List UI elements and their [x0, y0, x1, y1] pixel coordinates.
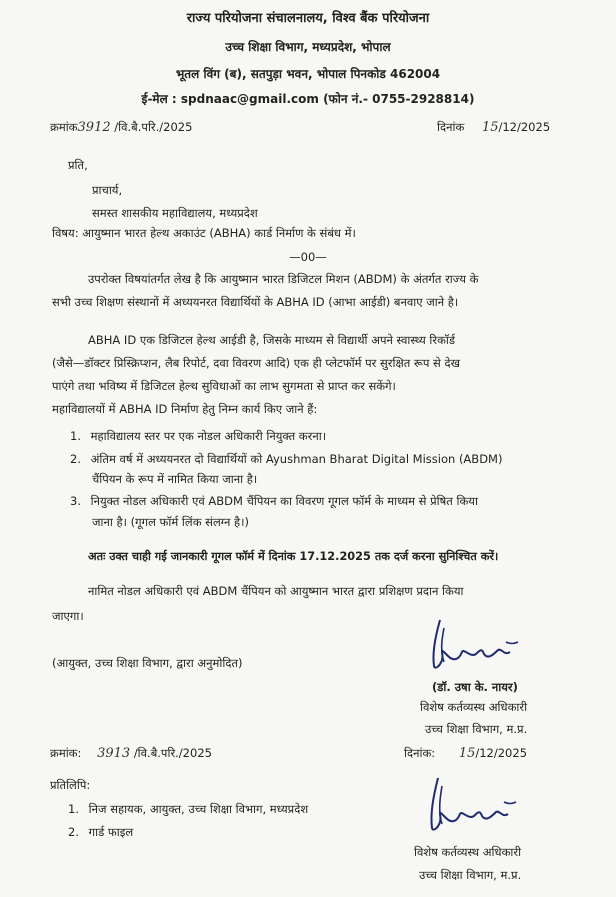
copy-item-number: 2.: [68, 825, 79, 839]
copy-reference-number: [50, 746, 212, 761]
copy-item-1: [68, 802, 308, 816]
copy-heading: प्रतिलिपि:: [50, 778, 91, 792]
letterhead-line2: उच्च शिक्षा विभाग, मध्यप्रदेश, भोपाल: [225, 40, 391, 54]
copy-reference-prefix: क्रमांक:: [50, 746, 82, 760]
task-item-3-cont: जाना है। (गूगल फॉर्म लिंक संलग्न है।): [92, 515, 249, 529]
para2-line4: महाविद्यालयों में ABHA ID निर्माण हेतु निम्न कार्य किए जाने हैं:: [52, 402, 318, 416]
para1-line1: उपरोक्त विषयांतर्गत लेख है कि आयुष्मान भारत डिजिटल मिशन (ABDM) के अंतर्गत राज्य के: [88, 272, 479, 286]
address-recipient1: प्राचार्य,: [92, 183, 123, 197]
signatory1-name: (डॉ. उषा के. नायर): [432, 680, 518, 694]
task-item-2-cont: चैंपियन के रूप में नामित किया जाना है।: [92, 472, 258, 486]
task-number: 1.: [70, 429, 81, 443]
copy-reference-handwritten-number: 3913: [97, 746, 131, 761]
address-to: प्रति,: [68, 158, 88, 172]
copy-date-handwritten-day: 15: [458, 746, 476, 761]
copy-date-rest: /12/2025: [475, 746, 528, 760]
signatory1-designation: विशेष कर्तव्यस्थ अधिकारी: [420, 700, 528, 714]
task-text: अंतिम वर्ष में अध्ययनरत दो विद्यार्थियों को Ayushman Bharat Digital Mission (ABDM): [90, 452, 503, 466]
approval-note: (आयुक्त, उच्च शिक्षा विभाग, द्वारा अनुमोदित): [52, 656, 243, 670]
para2-line3: पाएंगे तथा भविष्य में डिजिटल हेल्थ सुविधाओं का लाभ सुगमता से प्राप्त कर सकेंगे।: [52, 379, 396, 393]
para3-line1: नामित नोडल अधिकारी एवं ABDM चैंपियन को आयुष्मान भारत द्वारा प्रशिक्षण प्रदान किया: [88, 584, 464, 598]
task-text: नियुक्त नोडल अधिकारी एवं ABDM चैंपियन का विवरण गूगल फॉर्म के माध्यम से प्रेषित किया: [90, 494, 478, 508]
copy-item-text: गार्ड फाइल: [88, 825, 134, 839]
signatory1-department: उच्च शिक्षा विभाग, म.प्र.: [425, 722, 528, 736]
address-recipient2: समस्त शासकीय महाविद्यालय, मध्यप्रदेश: [92, 206, 258, 220]
letterhead-line1: राज्य परियोजना संचालनालय, विश्व बैंक परियोजना: [186, 11, 430, 26]
copy-item-2: [68, 825, 133, 839]
para2-line2: (जैसे—डॉक्टर प्रिस्क्रिप्शन, लैब रिपोर्ट, दवा विवरण आदि) एक ही प्लेटफॉर्म पर सुरक्षित रूप से देख: [52, 356, 460, 370]
date-handwritten-day: 15: [481, 120, 499, 135]
reference-suffix: /वि.बै.परि./2025: [114, 120, 193, 134]
separator: —00—: [289, 250, 327, 264]
instruction-text: अतः उक्त चाही गई जानकारी गूगल फॉर्म में दिनांक 17.12.2025 तक दर्ज करना सुनिश्चित करें।: [88, 550, 499, 563]
task-number: 3.: [70, 494, 81, 508]
date-label: दिनांक: [437, 120, 465, 134]
task-item-1: [70, 429, 326, 443]
date-rest: /12/2025: [498, 120, 551, 134]
reference-date: [437, 120, 550, 135]
task-number: 2.: [70, 452, 81, 466]
reference-number: [50, 120, 192, 135]
signatory2-designation: विशेष कर्तव्यस्थ अधिकारी: [414, 845, 522, 859]
signatory2-department: उच्च शिक्षा विभाग, म.प्र.: [419, 868, 522, 882]
task-item-2: [70, 452, 502, 466]
copy-date-label: दिनांक:: [404, 746, 436, 760]
copy-reference-date: [404, 746, 527, 761]
para3-line2: जाएगा।: [52, 609, 84, 623]
para2-line1: ABHA ID एक डिजिटल हेल्थ आईडी है, जिसके माध्यम से विद्यार्थी अपने स्वास्थ्य रिकॉर्ड: [88, 333, 456, 347]
task-text: महाविद्यालय स्तर पर एक नोडल अधिकारी नियुक्त करना।: [90, 429, 327, 443]
reference-handwritten-number: 3912: [77, 120, 111, 135]
task-item-3: [70, 494, 478, 508]
copy-item-number: 1.: [68, 802, 79, 816]
signature-image-1: [422, 612, 532, 674]
letterhead-line4: ई-मेल : spdnaac@gmail.com (फोन नं.- 0755-2928814): [141, 92, 475, 106]
para1-line2: सभी उच्च शिक्षण संस्थानों में अध्ययनरत विद्यार्थियों के ABHA ID (आभा आईडी) बनवाए जाने है।: [52, 295, 459, 309]
subject-line: विषय: आयुष्मान भारत हेल्थ अकाउंट (ABHA) कार्ड निर्माण के संबंध में।: [52, 226, 356, 240]
signature-image-2: [418, 772, 530, 836]
reference-prefix: क्रमांक: [50, 120, 78, 134]
copy-reference-suffix: /वि.बै.परि./2025: [133, 746, 212, 760]
copy-item-text: निज सहायक, आयुक्त, उच्च शिक्षा विभाग, मध्यप्रदेश: [88, 802, 309, 816]
letterhead-line3: भूतल विंग (ब), सतपुड़ा भवन, भोपाल पिनकोड 462004: [175, 67, 441, 81]
